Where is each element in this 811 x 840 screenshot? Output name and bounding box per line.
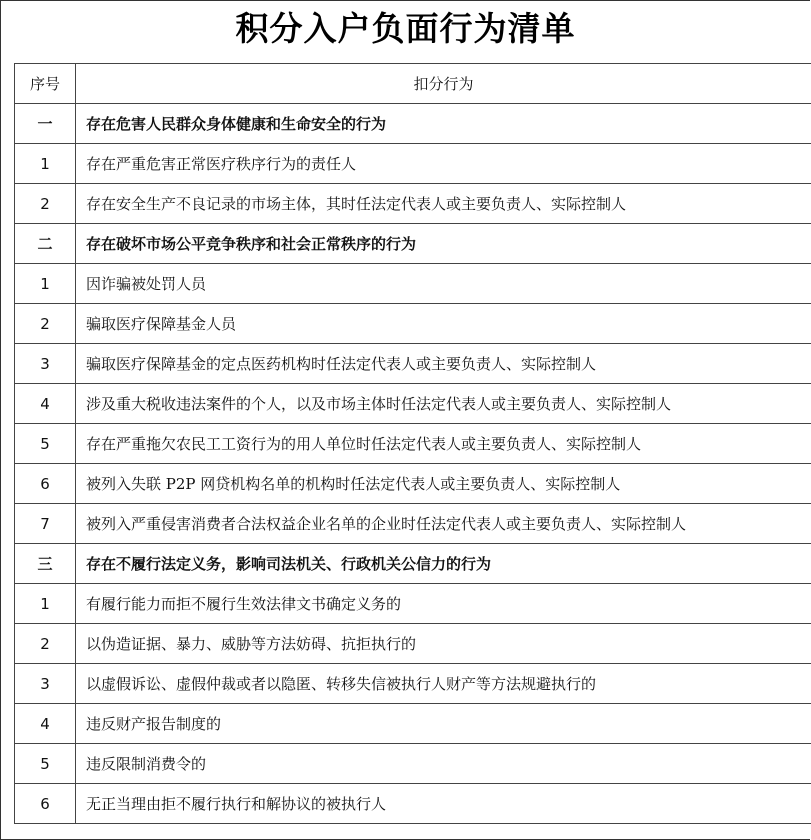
item-number: 3 <box>15 664 76 704</box>
item-description: 存在严重拖欠农民工工资行为的用人单位时任法定代表人或主要负责人、实际控制人 <box>76 424 811 464</box>
item-description: 有履行能力而拒不履行生效法律文书确定义务的 <box>76 584 811 624</box>
section-title: 存在不履行法定义务，影响司法机关、行政机关公信力的行为 <box>76 544 811 584</box>
item-number: 4 <box>15 384 76 424</box>
page-title: 积分入户负面行为清单 <box>235 9 576 48</box>
table-row <box>15 784 811 824</box>
item-number: 1 <box>15 144 76 184</box>
item-description: 涉及重大税收违法案件的个人，以及市场主体时任法定代表人或主要负责人、实际控制人 <box>76 384 811 424</box>
table-row <box>15 744 811 784</box>
table-row <box>15 464 811 504</box>
item-number: 4 <box>15 704 76 744</box>
header-serial-number: 序号 <box>15 64 76 104</box>
section-number: 一 <box>15 104 76 144</box>
item-description: 违反财产报告制度的 <box>76 704 811 744</box>
table-row <box>15 304 811 344</box>
item-description: 因诈骗被处罚人员 <box>76 264 811 304</box>
item-number: 3 <box>15 344 76 384</box>
table-header-row <box>15 64 811 104</box>
table-row <box>15 664 811 704</box>
item-number: 6 <box>15 784 76 824</box>
item-description: 以虚假诉讼、虚假仲裁或者以隐匿、转移失信被执行人财产等方法规避执行的 <box>76 664 811 704</box>
item-number: 7 <box>15 504 76 544</box>
item-number: 5 <box>15 424 76 464</box>
section-number: 二 <box>15 224 76 264</box>
item-description: 存在严重危害正常医疗秩序行为的责任人 <box>76 144 811 184</box>
table-row <box>15 144 811 184</box>
table-body <box>15 104 811 824</box>
item-description: 以伪造证据、暴力、威胁等方法妨碍、抗拒执行的 <box>76 624 811 664</box>
section-row <box>15 224 811 264</box>
section-row <box>15 104 811 144</box>
negative-behavior-table <box>14 63 811 824</box>
item-description: 存在安全生产不良记录的市场主体，其时任法定代表人或主要负责人、实际控制人 <box>76 184 811 224</box>
table-row <box>15 384 811 424</box>
table-row <box>15 704 811 744</box>
item-description: 无正当理由拒不履行执行和解协议的被执行人 <box>76 784 811 824</box>
item-description: 违反限制消费令的 <box>76 744 811 784</box>
item-description: 骗取医疗保障基金人员 <box>76 304 811 344</box>
item-number: 6 <box>15 464 76 504</box>
table-row <box>15 624 811 664</box>
item-description: 被列入严重侵害消费者合法权益企业名单的企业时任法定代表人或主要负责人、实际控制人 <box>76 504 811 544</box>
item-number: 1 <box>15 264 76 304</box>
item-number: 2 <box>15 304 76 344</box>
item-description: 骗取医疗保障基金的定点医药机构时任法定代表人或主要负责人、实际控制人 <box>76 344 811 384</box>
table-row <box>15 504 811 544</box>
section-title: 存在破坏市场公平竞争秩序和社会正常秩序的行为 <box>76 224 811 264</box>
item-number: 1 <box>15 584 76 624</box>
header-deduction-behavior: 扣分行为 <box>76 64 811 104</box>
item-number: 2 <box>15 184 76 224</box>
table-row <box>15 264 811 304</box>
section-title: 存在危害人民群众身体健康和生命安全的行为 <box>76 104 811 144</box>
table-row <box>15 584 811 624</box>
item-description: 被列入失联 P2P 网贷机构名单的机构时任法定代表人或主要负责人、实际控制人 <box>76 464 811 504</box>
table-row <box>15 344 811 384</box>
item-number: 5 <box>15 744 76 784</box>
item-number: 2 <box>15 624 76 664</box>
table-row <box>15 184 811 224</box>
table-row <box>15 424 811 464</box>
section-row <box>15 544 811 584</box>
section-number: 三 <box>15 544 76 584</box>
